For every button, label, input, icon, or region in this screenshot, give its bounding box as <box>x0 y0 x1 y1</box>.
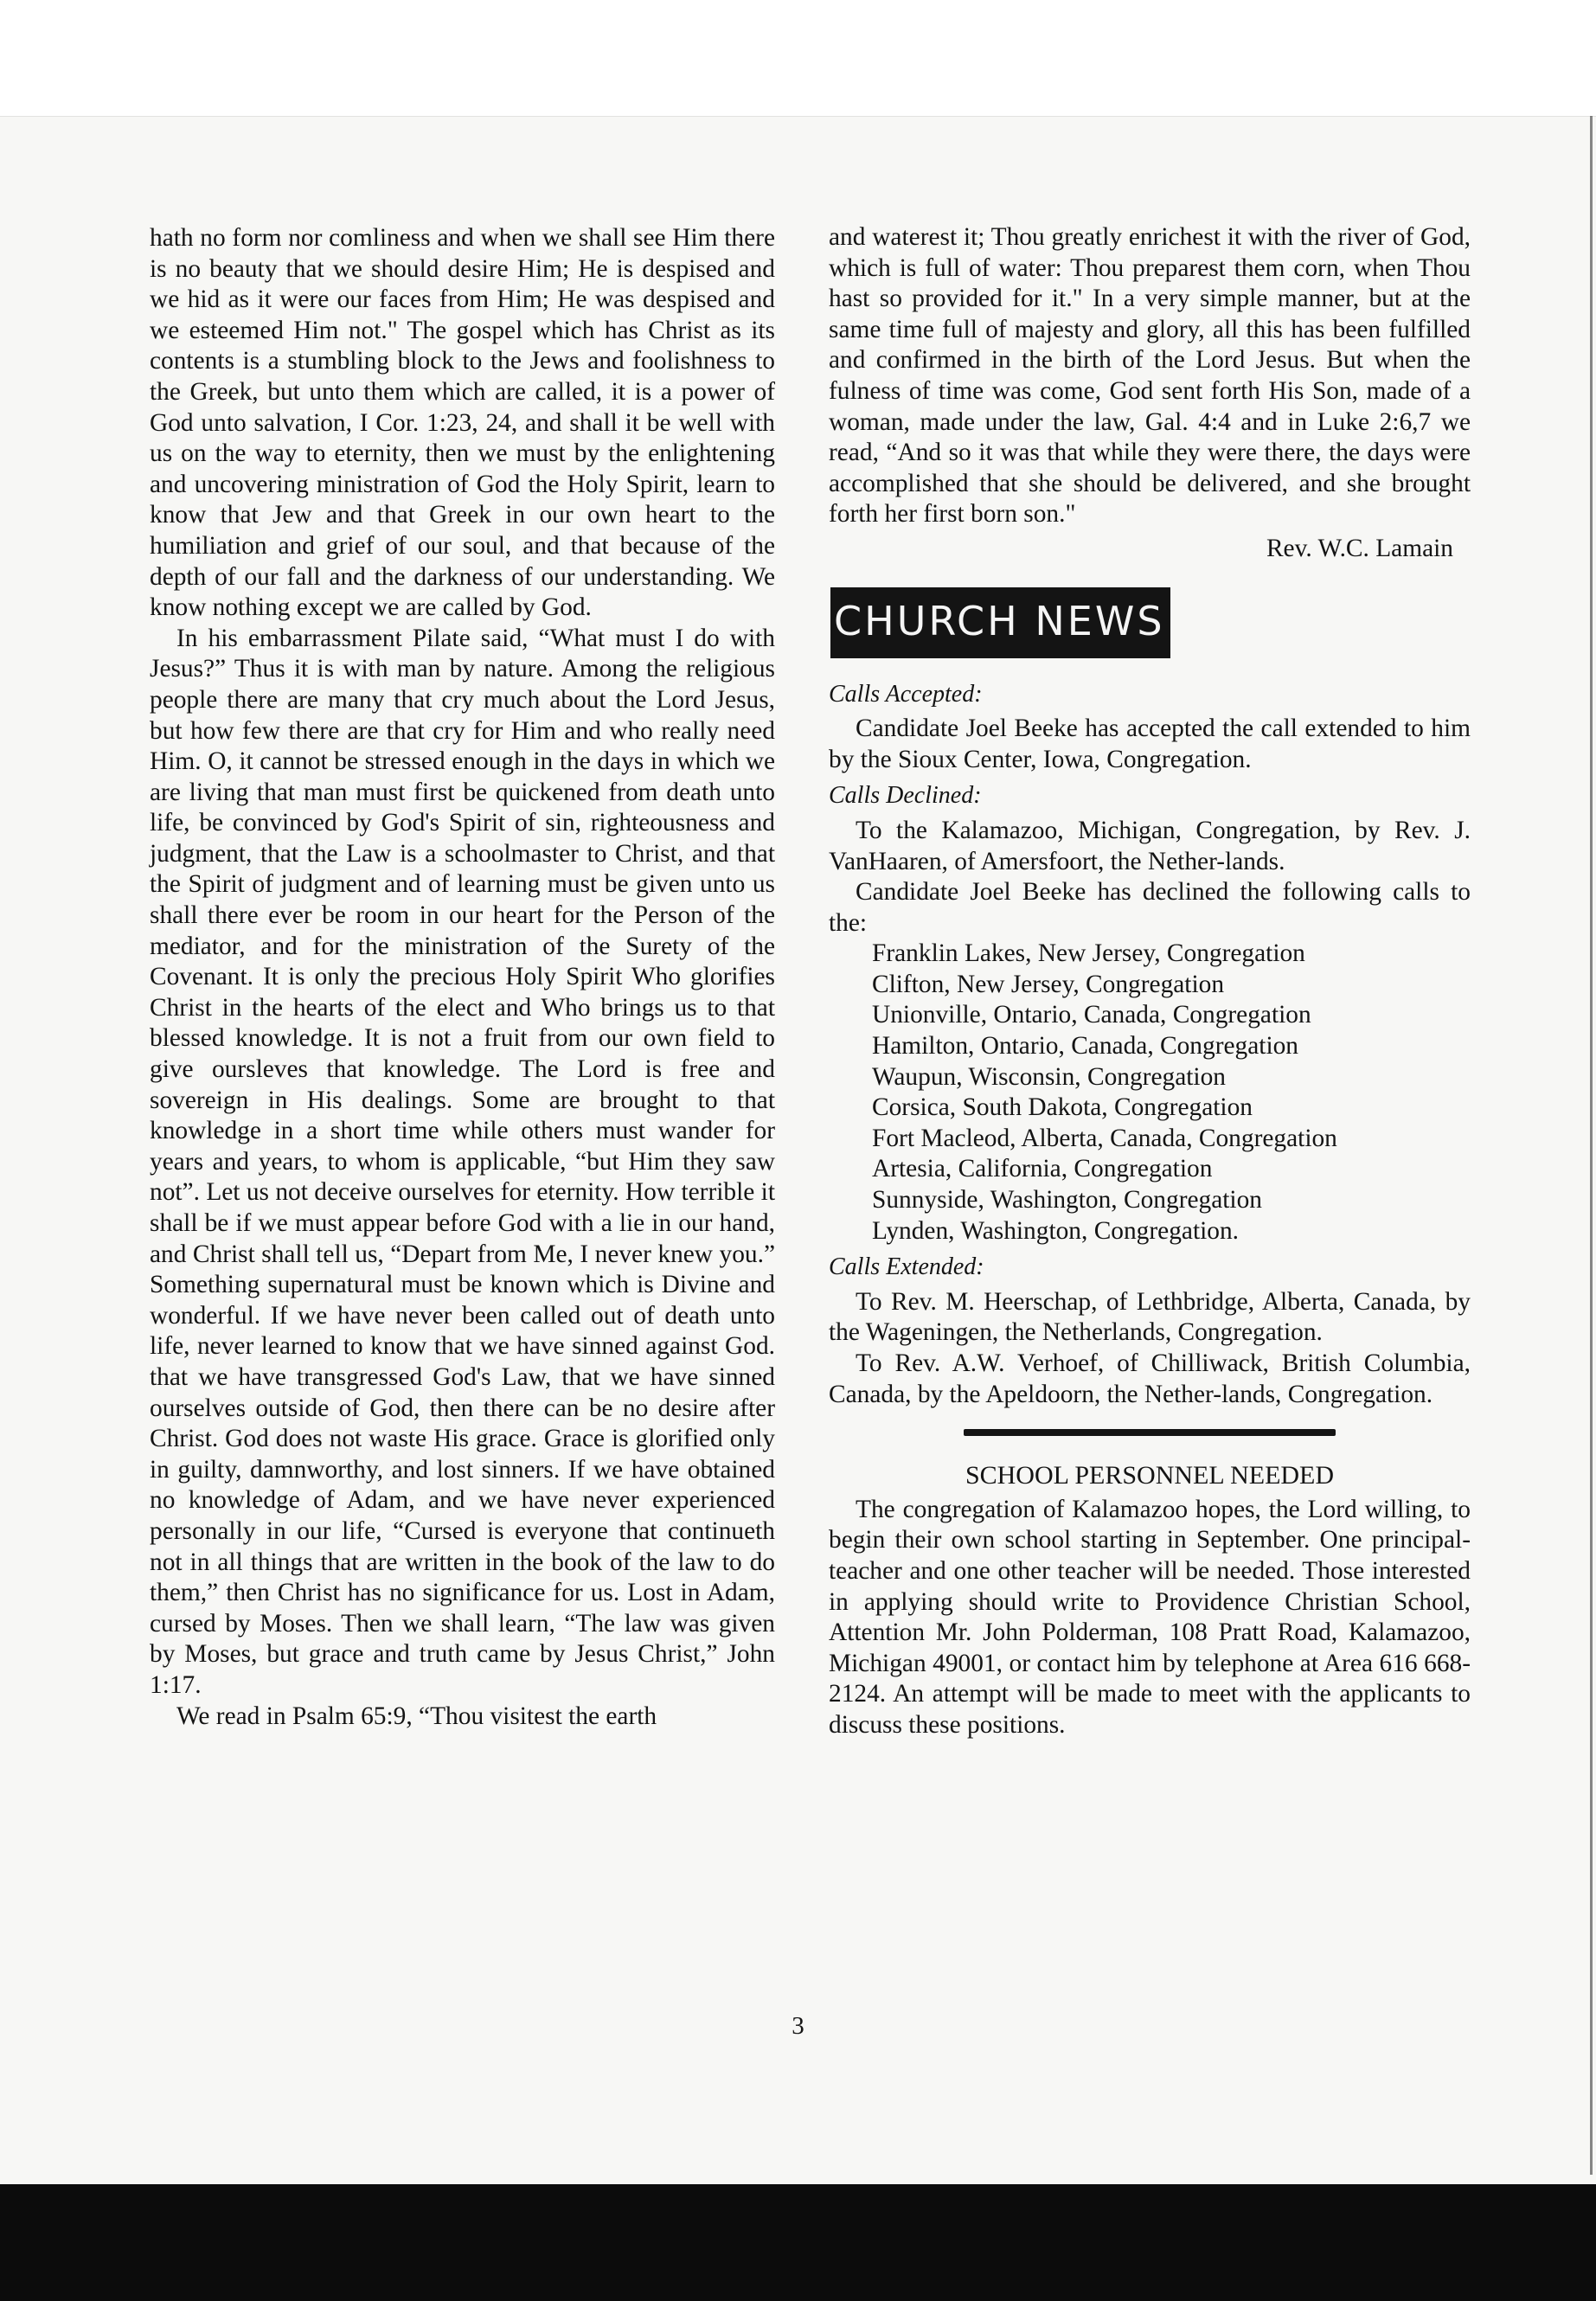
calls-declined-text-2: Candidate Joel Beeke has declined the following calls to the: <box>829 878 1471 937</box>
list-item: Franklin Lakes, New Jersey, Congregation <box>872 939 1305 968</box>
scan-right-edge <box>1590 116 1593 2175</box>
calls-extended-text-1: To Rev. M. Heerschap, of Lethbridge, Alberta, Canada, by the Wageningen, the Netherlands, Congregation. <box>829 1287 1471 1347</box>
sermon-continuation: and waterest it; Thou greatly enrichest it with the river of God, which is full of water: Thou preparest them corn, when Thou hast so provided for it." In a very simple manner, but at the same time full of majesty and glory, all this has been fulfilled and confirmed in the birth of the Lord Jesus. But when the fulness of time was come, God sent forth His Son, made of a woman, made under the law, Gal. 4:4 and in Luke 2:6,7 we read, “And so it was that while they were there, the days were accomplished that she should be delivered, and she brought forth her first born son." <box>829 223 1471 529</box>
school-heading: SCHOOL PERSONNEL NEEDED <box>965 1461 1335 1490</box>
calls-accepted-label: Calls Accepted: <box>829 680 983 708</box>
list-item: Lynden, Washington, Congregation. <box>872 1216 1240 1245</box>
page-number: 3 <box>792 2012 804 2040</box>
sermon-paragraph-1: hath no form nor comliness and when we shall see Him there is no beauty that we should desire Him; He is despised and we hid as it were our faces from Him; He was despised and we esteemed Him not." The gospel which has Christ as its contents is a stumbling block to the Jews and foolishness to the Greek, but unto them which are called, it is a power of God unto salvation, I Cor. 1:23, 24, and shall it be well with us on the way to eternity, then we must by the enlightening and uncovering ministration of God the Holy Spirit, learn to know that Jew and that Greek in our own heart to the humiliation and grief of our soul, and that because of the depth of our fall and the darkness of our understanding. We know nothing except we are called by God. <box>150 224 775 622</box>
school-text: The congregation of Kalamazoo hopes, the Lord willing, to begin their own school starting in September. One principal-teacher and one other teacher will be needed. Those interested in applying should write to Providence Christian School, Attention Mr. John Polderman, 108 Pratt Road, Kalamazoo, Michigan 49001, or contact him by telephone at Area 616 668-2124. An attempt will be made to meet with the applicants to discuss these positions. <box>829 1495 1471 1739</box>
calls-declined-text-1: To the Kalamazoo, Michigan, Congregation, by Rev. J. VanHaaren, of Amersfoort, the Nether-lands. <box>829 816 1471 875</box>
calls-extended-label: Calls Extended: <box>829 1253 984 1281</box>
sermon-paragraph-2: In his embarrassment Pilate said, “What must I do with Jesus?” Thus it is with man by nature. Among the religious people there are many that cry much about the Lord Jesus, but how few there are that cry for Him and who really need Him. O, it cannot be stressed enough in the days in which we are living that man must first be quickened from death unto life, be convinced by God's Spirit of sin, righteousness and judgment, that the Law is a schoolmaster to Christ, and that the Spirit of judgment and of learning must be given unto us shall there ever be room in our heart for the Person of the mediator, and for the ministration of the Surety of the Covenant. It is only the precious Holy Spirit Who glorifies Christ in the hearts of the elect and Who brings us to that blessed knowledge. It is not a fruit from our own field to give oursleves that knowledge. The Lord is free and sovereign in His dealings. Some are brought to that knowledge in a short time while others must wander for years and years, to whom is applicable, “but Him they saw not”. Let us not deceive ourselves for eternity. How terrible it shall be if we must appear before God with a lie in our hand, and Christ shall tell us, “Depart from Me, I never knew you.” Something supernatural must be known which is Divine and wonderful. If we have never been called out of death unto life, never learned to know that we have sinned against God. that we have transgressed God's Law, that we have sinned ourselves outside of God, then there can be no desire after Christ. God does not waste His grace. Grace is glorified only in guilty, damnworthy, and lost sinners. If we have obtained no knowledge of Adam, and we have never experienced personally in our life, “Cursed is everyone that continueth not in all things that are written in the book of the law to do them,” then Christ has no significance for us. Lost in Adam, cursed by Moses. Then we shall learn, “The law was given by Moses, but grace and truth came by Jesus Christ,” John 1:17. <box>150 624 775 1699</box>
sermon-paragraph-3: We read in Psalm 65:9, “Thou visitest the earth <box>176 1702 657 1730</box>
author-signature: Rev. W.C. Lamain <box>1266 534 1453 562</box>
list-item: Unionville, Ontario, Canada, Congregation <box>872 1001 1311 1029</box>
right-column <box>829 222 1471 1741</box>
church-news-banner: CHURCH NEWS <box>830 587 1170 658</box>
declined-calls-list <box>872 939 1471 1247</box>
list-item: Artesia, California, Congregation <box>872 1155 1213 1183</box>
left-column <box>150 223 775 1732</box>
list-item: Clifton, New Jersey, Congregation <box>872 970 1225 998</box>
list-item: Corsica, South Dakota, Congregation <box>872 1093 1253 1122</box>
list-item: Sunnyside, Washington, Congregation <box>872 1186 1262 1215</box>
list-item: Waupun, Wisconsin, Congregation <box>872 1062 1226 1091</box>
section-divider <box>964 1429 1336 1436</box>
scan-top-margin <box>0 0 1596 117</box>
list-item: Hamilton, Ontario, Canada, Congregation <box>872 1032 1298 1061</box>
list-item: Fort Macleod, Alberta, Canada, Congregation <box>872 1124 1337 1152</box>
calls-accepted-text: Candidate Joel Beeke has accepted the call extended to him by the Sioux Center, Iowa, Congregation. <box>829 715 1471 773</box>
calls-extended-text-2: To Rev. A.W. Verhoef, of Chilliwack, British Columbia, Canada, by the Apeldoorn, the Nether-lands, Congregation. <box>829 1349 1471 1408</box>
calls-declined-label: Calls Declined: <box>829 782 982 810</box>
